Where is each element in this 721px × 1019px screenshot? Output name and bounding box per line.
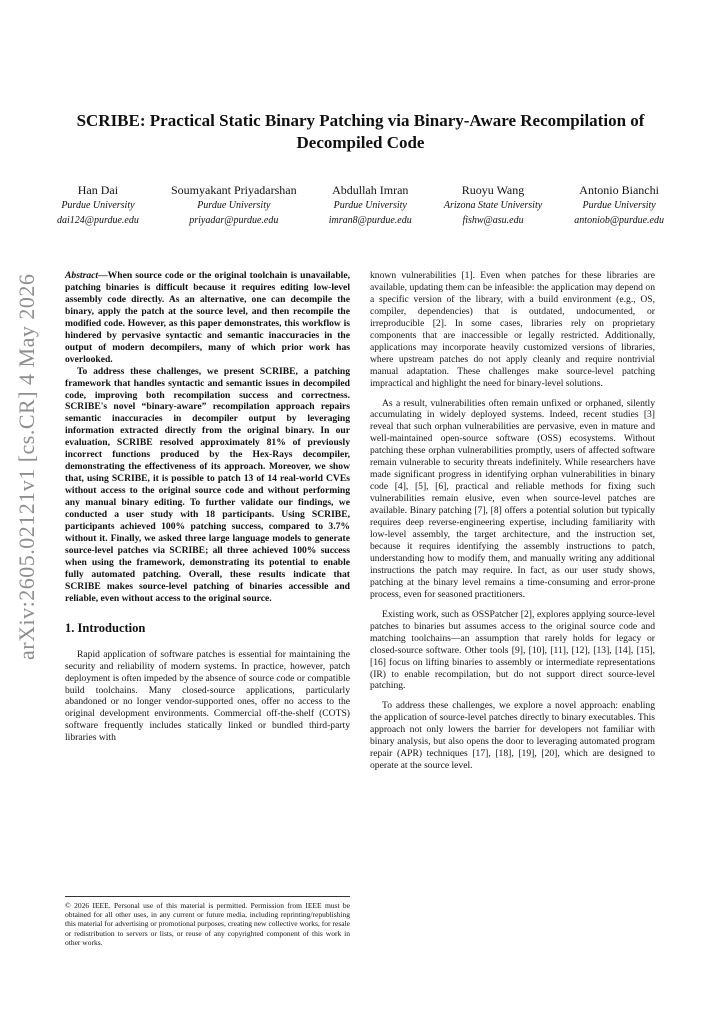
author-list [57,183,664,228]
author-block [444,183,542,228]
abstract-label: Abstract [65,270,99,281]
body-paragraph: Rapid application of software patches is essential for maintaining the security and reliability of modern systems. In practice, however, patch deployment is often impeded by the absence of source code or compatible build toolchains. Many closed-source applications, particularly abandoned or no longer vendor-supported ones, offer no access to the original development environments. Commercial off-the-shelf (COTS) software frequently includes statically linked or bundled third-party libraries with [65,648,350,744]
author-name: Ruoyu Wang [461,183,525,197]
intro-body [65,649,350,745]
author-affiliation: Purdue University [61,200,135,211]
section-heading: 1. Introduction [65,620,146,635]
abstract-paragraph: To address these challenges, we present SCRIBE, a patching framework that handles syntactic and semantic issues in decompiled code, improving both recompilation success and correctness. SCRIBE's novel “binary-aware” recompilation approach repairs semantic inaccuracies in decompiler output by leveraging information extracted directly from the original binary. In our evaluation, SCRIBE resolved approximately 81% of previously incorrect functions produced by the Hex-Rays decompiler, demonstrating the effectiveness of its approach. Moreover, we show that, using SCRIBE, it is possible to patch 13 of 14 real-world CVEs without access to the original source code and without performing any manual binary editing. To further validate our findings, we conducted a user study with 18 participants. Using SCRIBE, participants achieved 100% patching success, compared to 3.7% without it. Finally, we asked three large language models to generate source-level patches via SCRIBE; all three achieved 100% success when using the framework, demonstrating its potential to enable fully automated patching. Overall, these results indicate that SCRIBE makes source-level patching of binaries accessible and reliable, even without access to the original source. [65,365,350,604]
author-block [171,183,297,228]
author-affiliation: Purdue University [333,200,407,211]
author-email: antoniob@purdue.edu [574,215,664,226]
body-paragraph: known vulnerabilities [1]. Even when patches for these libraries are available, updating them can be infeasible: the application may depend on a specific version of the library, with a build environment (e.g., OS, compiler, dependencies) that is outdated, undocumented, or irreproducible [2]. In some cases, libraries rely on proprietary components that are inaccessible or legally restricted. Additionally, applications may incorporate heavily customized versions of libraries, where upstream patches do not apply cleanly and require nontrivial manual adaptation. These challenges make source-level patching impractical and highlight the need for binary-level solutions. [370,270,655,389]
author-affiliation: Arizona State University [443,200,543,211]
author-name: Antonio Bianchi [579,183,659,197]
abstract-paragraph [65,270,350,366]
author-email: fishw@asu.edu [462,215,524,226]
body-paragraph: Existing work, such as OSSPatcher [2], explores applying source-level patches to binaries but assumes access to the original source code and matching toolchains—an assumption that rarely holds for legacy or closed-source software. Other tools [9], [10], [11], [12], [13], [14], [15], [16] focus on lifting binaries to assembly or intermediate representations (IR) to enable recompilation, but do not support direct source-level patching. [370,608,655,692]
author-email: priyadar@purdue.edu [189,215,279,226]
arxiv-identifier-stamp: arXiv:2605.02121v1 [cs.CR] 4 May 2026 [14,273,39,660]
right-column [370,270,655,772]
paper-title: SCRIBE: Practical Static Binary Patching via Binary-Aware Recompilation of Decompiled Code [76,111,645,152]
left-column [65,270,350,744]
abstract-text: —When source code or the original toolchain is unavailable, patching binaries is difficult because it requires editing low-level assembly code directly. As an alternative, one can decompile the binary, apply the patch at the source level, and then recompile the modified code. However, as this paper demonstrates, this workflow is hindered by pervasive syntactic and semantic inaccuracies in the output of modern decompilers, many of which prior work has overlooked. [65,270,350,365]
author-name: Han Dai [77,183,119,197]
author-email: dai124@purdue.edu [57,215,139,226]
body-paragraph: To address these challenges, we explore a novel approach: enabling the application of source-level patches directly to binary executables. This approach not only lowers the barrier for developers not familiar with binary analysis, but also opens the door to leveraging automated program repair (APR) techniques [17], [18], [19], [20], which are designed to operate at the source level. [370,700,655,772]
author-name: Soumyakant Priyadarshan [170,183,297,197]
author-name: Abdullah Imran [332,183,409,197]
author-affiliation: Purdue University [197,200,271,211]
author-affiliation: Purdue University [582,200,656,211]
author-block [574,183,664,228]
author-block [57,183,139,228]
author-email: imran8@purdue.edu [328,215,412,226]
copyright-notice: © 2026 IEEE. Personal use of this material is permitted. Permission from IEEE must be obtained for all other uses, in any current or future media, including reprinting/republishing this material for advertising or promotional purposes, creating new collective works, for resale or redistribution to servers or lists, or reuse of any copyrighted component of this work in other works. [65,896,350,947]
body-paragraph: As a result, vulnerabilities often remain unfixed or orphaned, silently accumulating in widely deployed systems. Indeed, recent studies [3] reveal that such orphan vulnerabilities are pervasive, even in mature and well-maintained open-source software (OSS) ecosystems. Without patching these orphan vulnerabilities promptly, users of affected software remain vulnerable to security threats indefinitely. While researchers have made significant progress in identifying orphan vulnerabilities in binary code [4], [5], [6], practical and reliable methods for fixing such vulnerabilities remain elusive, even when source-level patches are available. Binary patching [7], [8] offers a potential solution but typically requires deep reverse-engineering expertise, including familiarity with low-level assembly, the target architecture, and the instruction set, because it requires identifying the assembly instructions to patch, understanding how to modify them, and manually writing any additional instructions the patch may require. In fact, as our user study shows, patching at the binary level remains a time-consuming and error-prone process, even for seasoned practitioners. [370,397,655,600]
author-block [329,183,412,228]
abstract [65,270,350,605]
